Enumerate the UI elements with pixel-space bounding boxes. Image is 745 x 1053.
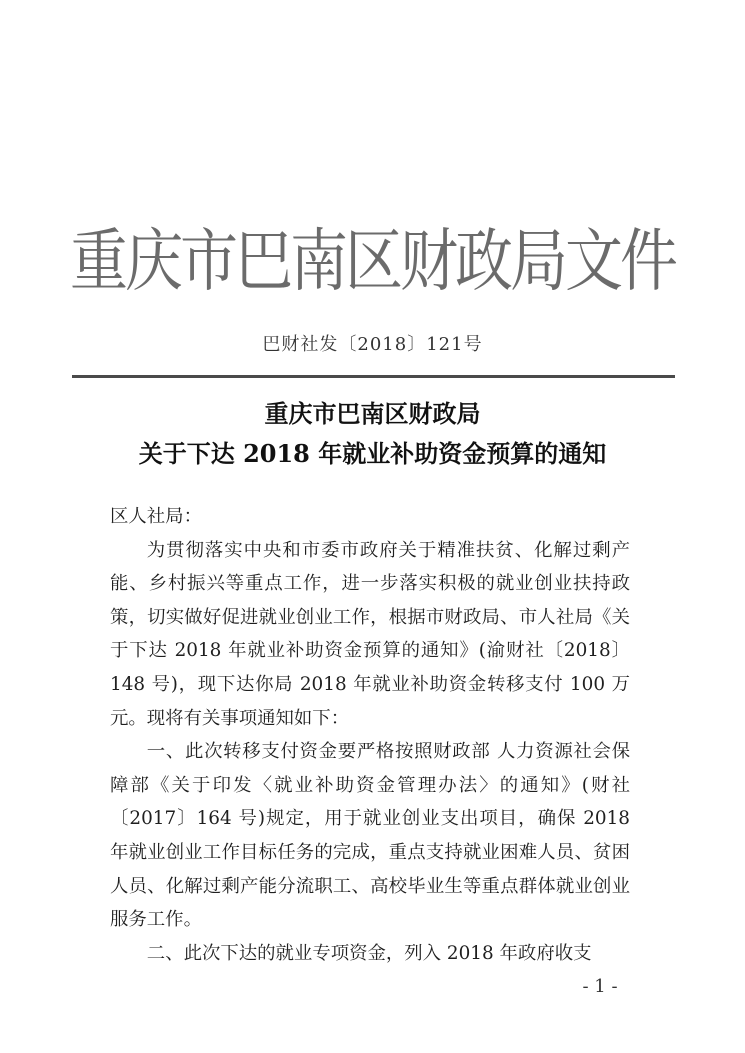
document-header-title: 重庆市巴南区财政局文件 <box>69 220 675 302</box>
body-paragraph: 一、此次转移支付资金要严格按照财政部 人力资源社会保障部《关于印发〈就业补助资金管理办法〉的通知》(财社〔2017〕164 号)规定，用于就业创业支出项目，确保 2018 年就业创业工作目标任务的完成，重点支持就业困难人员、贫困人员、化解过剩产能分流职工、高校毕业生等重点群体就业创业服务工作。 <box>110 741 630 931</box>
notice-title-line-2: 关于下达 2018 年就业补助资金预算的通知 <box>138 439 607 468</box>
salutation: 区人社局： <box>110 506 202 527</box>
body-paragraph: 为贯彻落实中央和市委市政府关于精准扶贫、化解过剩产能、乡村振兴等重点工作，进一步落实积极的就业创业扶持政策，切实做好促进就业创业工作，根据市财政局、市人社局《关于下达 2018 年就业补助资金预算的通知》(渝财社〔2018〕148 号)，现下达你局 2018 年就业补助资金转移支付 100 万元。现将有关事项通知如下： <box>110 539 630 729</box>
page-number: - 1 - <box>582 976 618 997</box>
document-number: 巴财社发〔2018〕121号 <box>262 334 483 355</box>
notice-body <box>110 500 630 970</box>
body-paragraph: 二、此次下达的就业专项资金，列入 2018 年政府收支 <box>146 942 592 964</box>
header-divider <box>72 375 675 378</box>
notice-title <box>0 394 745 474</box>
notice-title-line-1: 重庆市巴南区财政局 <box>264 399 481 428</box>
